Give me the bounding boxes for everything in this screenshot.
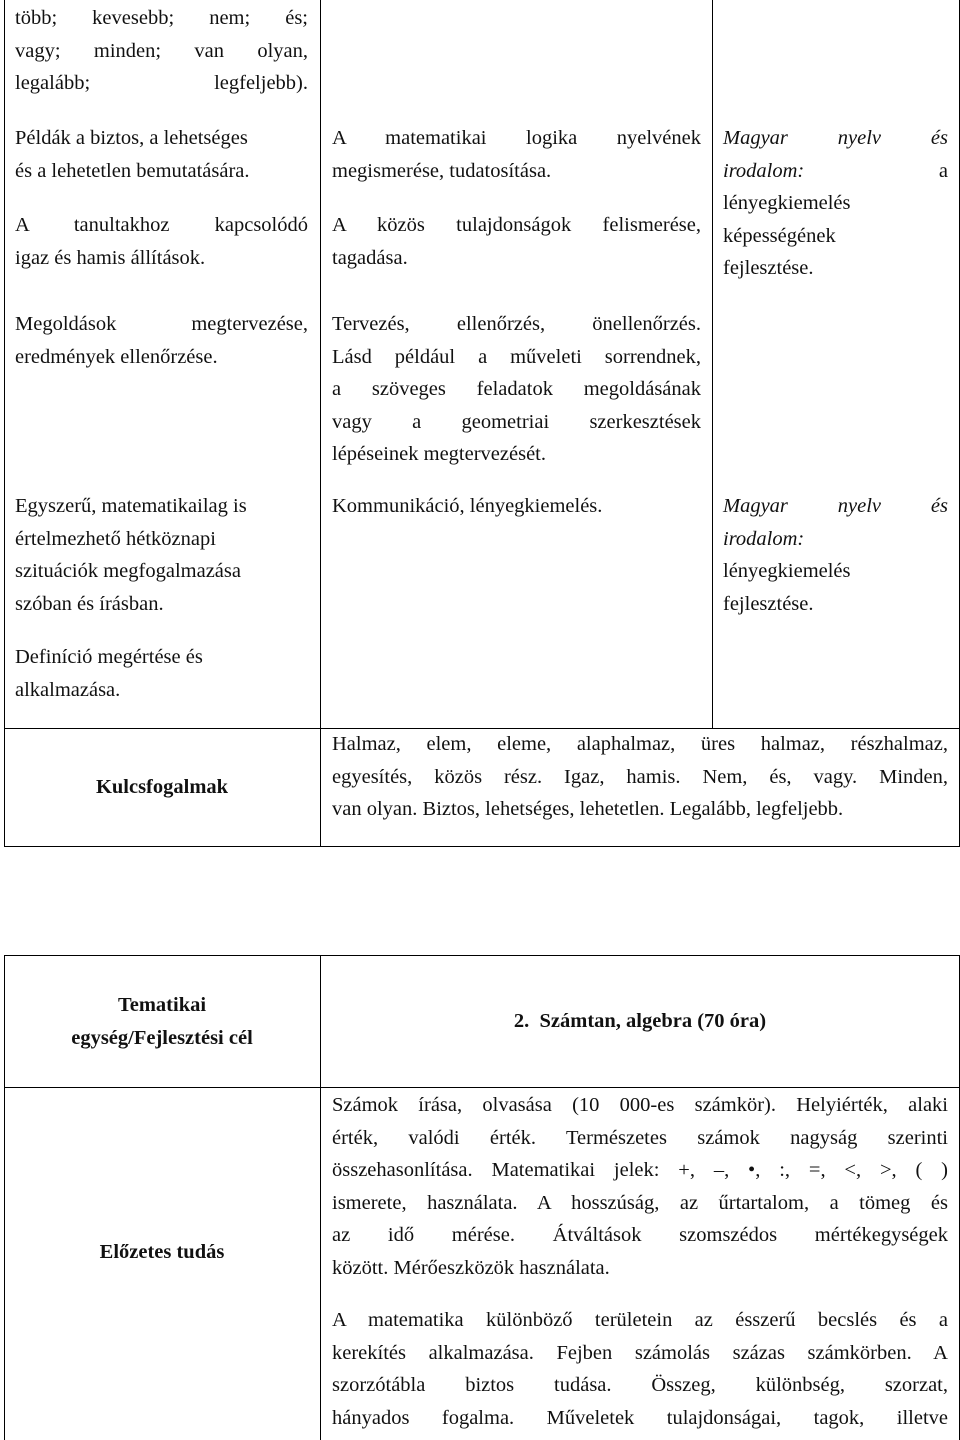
right-link2-text: Magyar nyelv és irodalom: lényegkiemelés fejlesztése. bbox=[723, 495, 948, 615]
table1-divider-1 bbox=[320, 0, 321, 846]
key-concepts-text: Halmaz, elem, eleme, alaphalmaz, üres halmaz, részhalmaz, egyesítés, közös rész. Igaz, hamis. Nem, és, vagy. Minden, van olyan. Biztos, lehetséges, lehetetlen. Legalább, legfeljebb. bbox=[332, 733, 948, 821]
left-definition-text: Definíció megértése és alkalmazása. bbox=[15, 646, 203, 701]
left-examples-text: Példák a biztos, a lehetséges és a lehetetlen bemutatására. bbox=[15, 127, 250, 182]
key-concepts-label: Kulcsfogalmak bbox=[95, 776, 229, 799]
left-intro-text: több; kevesebb; nem; és; vagy; minden; van olyan, legalább; legfeljebb). bbox=[15, 7, 308, 95]
table1-border-bottom bbox=[4, 846, 960, 847]
middle-planning-text: Tervezés, ellenőrzés, önellenőrzés. Lásd például a műveleti sorrendnek, a szöveges feladatok megoldásának vagy a geometriai szerkesztések lépéseinek megtervezését. bbox=[332, 313, 701, 466]
table1-border-left bbox=[4, 0, 5, 846]
thematic-unit-value-cell bbox=[321, 956, 959, 1087]
middle-communication-text: Kommunikáció, lényegkiemelés. bbox=[332, 495, 603, 517]
prior-knowledge-label: Előzetes tudás bbox=[99, 1240, 225, 1263]
thematic-unit-label: Tematikai egység/Fejlesztési cél bbox=[71, 993, 253, 1049]
left-statements-text: A tanultakhoz kapcsolódó igaz és hamis állítások. bbox=[15, 214, 308, 269]
prior-knowledge-paragraph-2: A matematika különböző területein az ésszerű becslés és a kerekítés alkalmazása. Fejben számolás százas számkörben. A szorzótábla biztos tudása. Összeg, különbség, szorzat, hányados fogalma. Műveletek tulajdonságai, tagok, illetve bbox=[332, 1309, 948, 1429]
thematic-unit-title: 2. Számtan, algebra (70 óra) bbox=[513, 1010, 767, 1033]
left-solutions-text: Megoldások megtervezése, eredmények ellenőrzése. bbox=[15, 313, 308, 368]
right-link1-text: Magyar nyelv és irodalom: a lényegkiemelés képességének fejlesztése. bbox=[723, 127, 948, 280]
thematic-unit-label-cell bbox=[4, 956, 320, 1087]
table1-divider-2 bbox=[712, 0, 713, 728]
middle-common-text: A közös tulajdonságok felismerése, tagadása. bbox=[332, 214, 701, 269]
prior-knowledge-label-cell bbox=[4, 1088, 320, 1416]
prior-knowledge-paragraph-1: Számok írása, olvasása (10 000-es számkör). Helyiérték, alaki érték, valódi érték. Természetes számok nagyság szerinti összehasonlítása. Matematikai jelek: +, –, •, :, =, <, >, ( ) ismerete, használata. A hosszúság, az űrtartalom, a tömeg és az idő mérése. Átváltások szomszédos mértékegységek között. Mérőeszközök használata. bbox=[332, 1094, 948, 1279]
middle-logic-text: A matematikai logika nyelvének megismerése, tudatosítása. bbox=[332, 127, 701, 182]
key-concepts-label-cell bbox=[4, 729, 320, 846]
left-situations-text: Egyszerű, matematikailag is értelmezhető hétköznapi szituációk megfogalmazása szóban és írásban. bbox=[15, 495, 247, 615]
